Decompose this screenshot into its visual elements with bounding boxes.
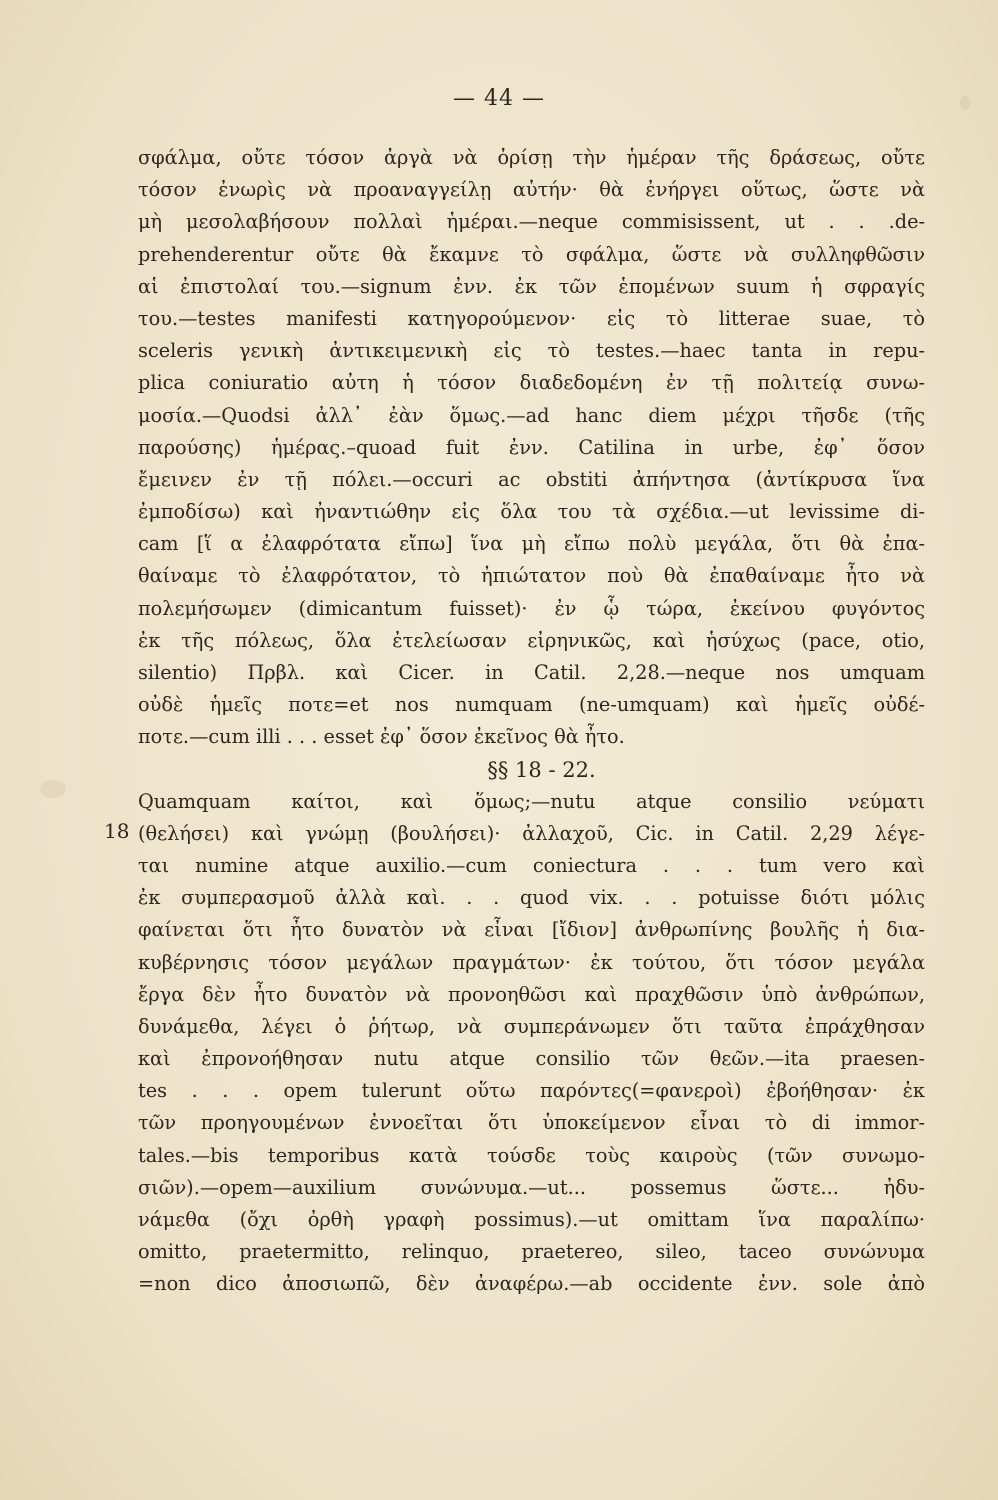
text-line: tes . . . opem tulerunt οὕτω παρόντες(=φανεροὶ) ἐβοήθησαν· ἐκ: [138, 1079, 925, 1103]
paper-stain: [40, 780, 66, 798]
text-line: plica coniuratio αὐτη ἡ τόσον διαδεδομένη ἐν τῇ πολιτείᾳ συνω-: [138, 371, 925, 395]
text-line: ἐκ τῆς πόλεως, ὅλα ἐτελείωσαν εἰρηνικῶς, καὶ ἡσύχως (pace, otio,: [138, 628, 925, 652]
text-line: αἱ ἐπιστολαί του.—signum ἐνν. ἐκ τῶν ἑπομένων suum ἡ σφραγίς: [138, 274, 925, 298]
text-line: ἐμποδίσω) καὶ ἠναντιώθην εἰς ὅλα του τὰ σχέδια.—ut levissime di-: [138, 500, 925, 524]
text-line: κυβέρνησις τόσον μεγάλων πραγμάτων· ἐκ τούτου, ὅτι τόσον μεγάλα: [138, 950, 925, 974]
text-line: cam [ἵ α ἐλαφρότατα εἴπω] ἵνα μὴ εἴπω πολὺ μεγάλα, ὅτι θὰ ἐπα-: [138, 532, 925, 556]
text-line: παρούσης) ἡμέρας.–quoad fuit ἐνν. Catilina in urbe, ἐφ᾽ ὅσον: [138, 435, 925, 459]
text-line: μοσία.—Quodsi ἀλλ᾽ ἐὰν ὅμως.—ad hanc diem μέχρι τῆσδε (τῆς: [138, 403, 925, 427]
text-line: σιῶν).—opem—auxilium συνώνυμα.—ut... possemus ὥστε... ἠδυ-: [138, 1175, 925, 1199]
text-line: Quamquam καίτοι, καὶ ὅμως;—nutu atque consilio νεύματι: [138, 789, 925, 813]
text-line: silentio) Πρβλ. καὶ Cicer. in Catil. 2,28.—neque nos umquam: [138, 661, 925, 684]
text-line: θαίναμε τὸ ἐλαφρότατον, τὸ ἠπιώτατον ποὺ θὰ ἐπαθαίναμε ἦτο νὰ: [138, 564, 925, 588]
text-line: ἔργα δὲν ἦτο δυνατὸν νὰ προνοηθῶσι καὶ πραχθῶσιν ὑπὸ ἀνθρώπων,: [138, 982, 925, 1006]
text-line: φαίνεται ὅτι ἦτο δυνατὸν νὰ εἶναι [ἴδιον] ἀνθρωπίνης βουλῆς ἡ δια-: [138, 918, 925, 942]
page-number: — 44 —: [453, 86, 545, 111]
section-heading: §§ 18 - 22.: [487, 757, 596, 782]
text-line: sceleris γενικὴ ἀντικειμενικὴ εἰς τὸ testes.—haec tanta in repu-: [138, 339, 925, 363]
text-line: δυνάμεθα, λέγει ὁ ῥήτωρ, νὰ συμπεράνωμεν ὅτι ταῦτα ἐπράχθησαν: [138, 1014, 925, 1038]
text-line: ἔμεινεν ἐν τῇ πόλει.—occuri ac obstiti ἀπήντησα (ἀντίκρυσα ἵνα: [138, 467, 925, 491]
text-line: τόσον ἐνωρὶς νὰ προαναγγείλῃ αὐτήν· θὰ ἐνήργει οὕτως, ὥστε νὰ: [138, 178, 925, 202]
text-line: tales.—bis temporibus κατὰ τούσδε τοὺς καιροὺς (τῶν συνωμο-: [138, 1143, 925, 1167]
paragraph-section-18: [138, 786, 925, 1301]
text-line: οὐδὲ ἡμεῖς ποτε=et nos numquam (ne-umquam) καὶ ἡμεῖς οὐδέ-: [138, 693, 925, 717]
text-line: ται numine atque auxilio.—cum coniectura . . . tum vero καὶ: [138, 853, 925, 877]
text-line: =non dico ἀποσιωπῶ, δὲν ἀναφέρω.—ab occidente ἐνν. sole ἀπὸ: [138, 1272, 925, 1296]
text-line: ποτε.—cum illi . . . esset ἐφ᾽ ὅσον ἐκεῖνος θὰ ἦτο.: [138, 725, 625, 749]
text-line: πολεμήσωμεν (dimicantum fuisset)· ἐν ᾧ τώρα, ἐκείνου φυγόντος: [138, 596, 925, 620]
text-line: καὶ ἐπρονοήθησαν nutu atque consilio τῶν θεῶν.—ita praesen-: [138, 1047, 925, 1071]
text-line: μὴ μεσολαβήσουν πολλαὶ ἡμέραι.—neque commisissent, ut . . .de-: [138, 210, 925, 234]
paragraph-before-section: [138, 142, 925, 754]
text-line: (θελήσει) καὶ γνώμῃ (βουλήσει)· ἀλλαχοῦ, Cic. in Catil. 2,29 λέγε-: [138, 821, 925, 845]
text-line: νάμεθα (ὄχι ὀρθὴ γραφὴ possimus).—ut omittam ἵνα παραλίπω·: [138, 1208, 925, 1231]
body-text: [138, 142, 925, 1301]
text-line: prehenderentur οὔτε θὰ ἔκαμνε τὸ σφάλμα, ὥστε νὰ συλληφθῶσιν: [138, 242, 925, 266]
section-margin-number: 18: [104, 819, 130, 843]
text-line: omitto, praetermitto, relinquo, praetereo, sileo, taceo συνώνυμα: [138, 1240, 925, 1264]
text-line: ἐκ συμπερασμοῦ ἀλλὰ καὶ. . . quod vix. . . potuisse διότι μόλις: [138, 886, 925, 910]
text-line: σφάλμα, οὔτε τόσον ἀργὰ νὰ ὁρίσῃ τὴν ἡμέραν τῆς δράσεως, οὔτε: [138, 146, 925, 169]
text-line: του.—testes manifesti κατηγορούμενον· εἰς τὸ litterae suae, τὸ: [138, 306, 925, 330]
text-line: τῶν προηγουμένων ἐννοεῖται ὅτι ὑποκείμενον εἶναι τὸ di immor-: [138, 1111, 925, 1135]
